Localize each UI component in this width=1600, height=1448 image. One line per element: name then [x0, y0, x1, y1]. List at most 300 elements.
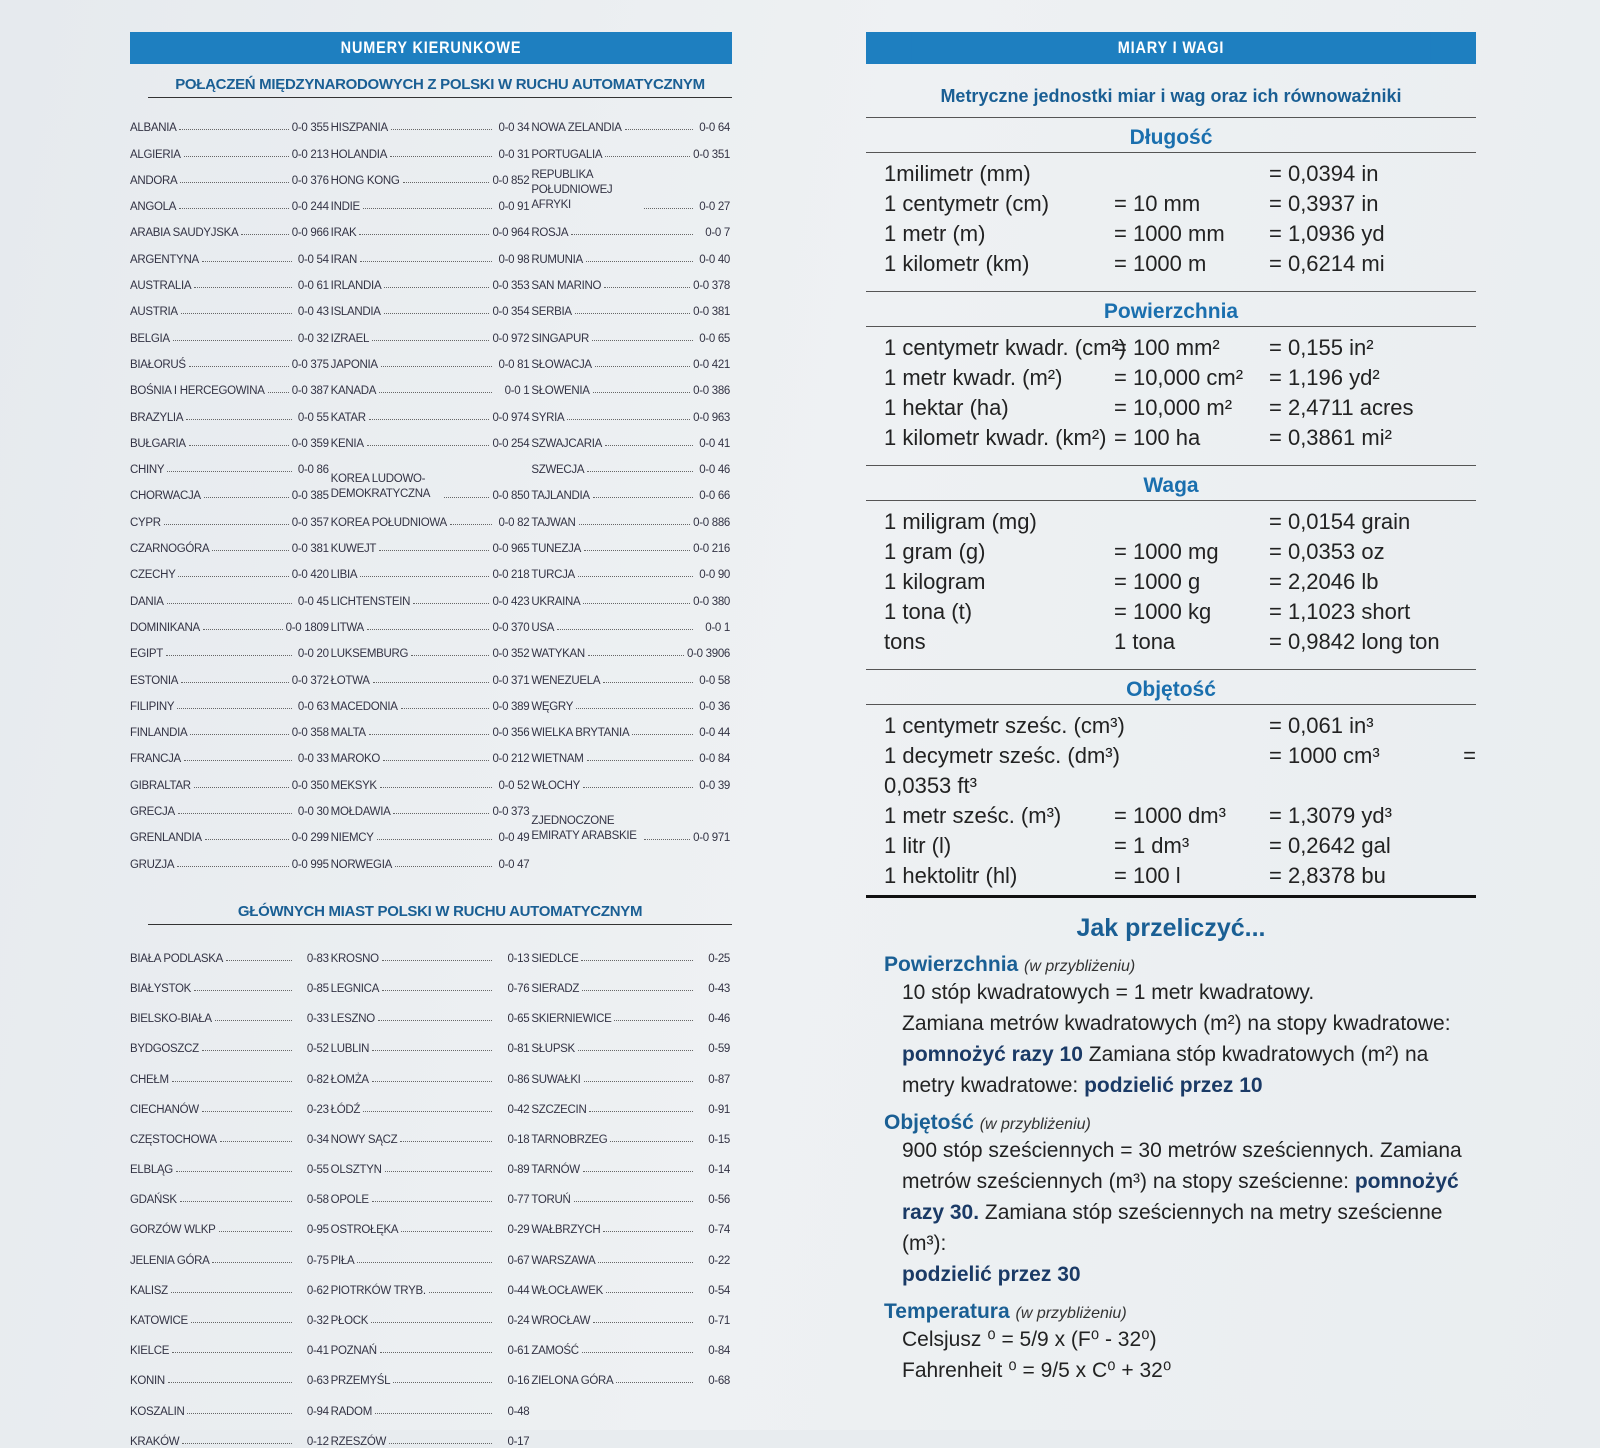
code-value: 0-0 32	[297, 332, 329, 345]
measures-banner-title: MIARY I WAGI	[912, 32, 1431, 64]
dot-leader	[176, 1171, 292, 1172]
code-name: HISZPANIA	[330, 122, 388, 135]
code-name: SINGAPUR	[531, 332, 590, 345]
dot-leader	[194, 990, 292, 991]
code-name: CHORWACJA	[130, 490, 201, 503]
code-row	[531, 555, 730, 581]
dot-leader	[172, 1352, 292, 1353]
temperature-line-2: Fahrenheit ⁰ = 9/5 x C⁰ + 32⁰	[902, 1359, 1172, 1382]
measure-row	[866, 861, 1476, 891]
code-value: 0-0 54	[297, 253, 329, 266]
code-row	[531, 502, 730, 528]
unit-imperial: = 0,3861 mi²	[1269, 425, 1392, 450]
code-row	[331, 1327, 530, 1357]
unit-imperial: = 0,3937 in	[1269, 191, 1379, 216]
section-heading: Objętość	[866, 669, 1476, 705]
code-value: 0-42	[507, 1103, 530, 1116]
unit-equivalent: = 10 mm	[1114, 191, 1201, 216]
dot-leader	[241, 234, 288, 235]
dot-leader	[363, 208, 493, 209]
code-value: 0-0 216	[693, 543, 731, 556]
code-name: KRAKÓW	[130, 1435, 180, 1448]
code-row	[531, 108, 730, 134]
measure-row	[866, 189, 1476, 219]
code-value: 0-0 40	[699, 253, 731, 266]
code-row	[331, 266, 530, 292]
dot-leader	[610, 1141, 693, 1142]
code-row	[130, 608, 329, 634]
code-value: 0-0 43	[297, 306, 329, 319]
code-name: IRAN	[330, 253, 357, 266]
dot-leader	[593, 1322, 693, 1323]
code-value: 0-82	[306, 1073, 329, 1086]
volume-line-2-text: metrów sześciennych (m³) na stopy sześcienne:	[902, 1170, 1355, 1193]
code-value: 0-0 63	[297, 700, 329, 713]
code-row	[531, 318, 730, 344]
unit-name: 1 metr (m)	[884, 221, 986, 246]
measure-row	[866, 741, 1476, 771]
dot-leader	[167, 603, 292, 604]
code-value: 0-0 380	[693, 595, 731, 608]
code-row	[531, 345, 730, 371]
code-value: 0-0 244	[291, 201, 329, 214]
code-row	[130, 161, 329, 187]
code-name: AUSTRIA	[130, 306, 178, 319]
code-value: 0-67	[507, 1254, 530, 1267]
code-row	[331, 1267, 530, 1297]
code-value: 0-0 378	[693, 280, 731, 293]
unit-imperial: = 0,155 in²	[1269, 335, 1374, 360]
volume-line-3-text: Zamiana stóp sześciennych na metry sześcienne (m³):	[902, 1201, 1443, 1255]
dot-leader	[182, 1443, 291, 1444]
code-name: BOŚNIA I HERCEGOWINA	[130, 385, 265, 398]
code-value: 0-0 423	[492, 595, 530, 608]
code-row	[531, 1176, 730, 1206]
code-name: ANDORA	[130, 174, 178, 187]
intl-column-1	[130, 108, 329, 871]
code-name: ZJEDNOCZONE EMIRATY ARABSKIE	[531, 815, 637, 843]
code-name: LUBLIN	[330, 1043, 370, 1056]
dot-leader	[219, 1231, 292, 1232]
unit-name: 1 decymetr sześc. (dm³)	[884, 743, 1120, 768]
code-name: IRAK	[330, 227, 357, 240]
unit-name: 1 kilometr (km)	[884, 251, 1030, 276]
dot-leader	[375, 1413, 492, 1414]
code-row	[130, 1357, 329, 1387]
code-value: 0-0 90	[699, 569, 731, 582]
code-row	[531, 634, 730, 660]
code-row	[130, 1387, 329, 1417]
code-row	[130, 1267, 329, 1297]
code-row	[331, 634, 530, 660]
code-value: 0-0 52	[498, 779, 530, 792]
code-row	[130, 318, 329, 344]
code-row	[331, 134, 530, 160]
code-value: 0-75	[306, 1254, 329, 1267]
code-row	[130, 739, 329, 765]
code-value: 0-29	[507, 1224, 530, 1237]
unit-imperial: = 1,0936 yd	[1269, 221, 1385, 246]
code-name: KROSNO	[330, 952, 379, 965]
code-name: CIECHANÓW	[130, 1103, 199, 1116]
code-name: BIAŁA PODLASKA	[130, 952, 223, 965]
unit-imperial: = 0,0353 oz	[1269, 539, 1385, 564]
intl-table	[130, 108, 732, 871]
code-name: LITWA	[330, 621, 364, 634]
temperature-conversion	[866, 1300, 1476, 1386]
code-row	[331, 765, 530, 791]
dot-leader	[605, 156, 690, 157]
volume-multiply: pomnożyć	[1354, 1170, 1459, 1193]
code-row	[130, 1236, 329, 1266]
code-value: 0-23	[306, 1103, 329, 1116]
dot-leader	[391, 129, 493, 130]
dot-leader	[578, 1050, 693, 1051]
dot-leader	[584, 1081, 693, 1082]
temperature-heading: Temperatura	[884, 1300, 1010, 1323]
code-value: 0-0 370	[492, 621, 530, 634]
code-value: 0-0 55	[297, 411, 329, 424]
code-row	[130, 213, 329, 239]
volume-line-2	[902, 1166, 1476, 1197]
code-row	[331, 502, 530, 528]
dot-leader	[220, 1141, 292, 1142]
code-value: 0-76	[507, 982, 530, 995]
dot-leader	[203, 629, 283, 630]
unit-name: 1 tona (t)	[884, 599, 973, 624]
code-row	[331, 687, 530, 713]
code-row	[130, 424, 329, 450]
code-row	[130, 345, 329, 371]
dot-leader	[172, 1081, 292, 1082]
code-row	[531, 1086, 730, 1116]
code-value: 0-0 44	[699, 727, 731, 740]
code-value: 0-24	[507, 1315, 530, 1328]
dot-leader	[360, 576, 489, 577]
code-value: 0-0 371	[492, 674, 530, 687]
dot-leader	[367, 445, 490, 446]
code-row	[531, 371, 730, 397]
code-name: WENEZUELA	[531, 674, 601, 687]
dot-leader	[581, 960, 693, 961]
code-value: 0-62	[306, 1284, 329, 1297]
dot-leader	[186, 419, 291, 420]
unit-imperial: = 0,061 in³	[1269, 713, 1374, 738]
dot-leader	[372, 1201, 493, 1202]
code-value: 0-0 31	[498, 148, 530, 161]
dot-leader	[382, 990, 492, 991]
code-name: RADOM	[330, 1405, 372, 1418]
volume-divide: podzielić przez 30	[902, 1263, 1081, 1286]
dot-leader	[603, 682, 693, 683]
code-value: 0-0 381	[693, 306, 731, 319]
code-row	[331, 581, 530, 607]
unit-equivalent	[1114, 159, 1269, 189]
code-name: SŁOWACJA	[531, 358, 592, 371]
code-value: 0-0 358	[291, 727, 329, 740]
code-row	[331, 1297, 530, 1327]
temperature-approx: (w przybliżeniu)	[1015, 1305, 1127, 1322]
dot-leader	[389, 1443, 492, 1444]
code-row	[531, 161, 730, 214]
code-name: GRENLANDIA	[130, 832, 202, 845]
code-name: LIBIA	[330, 569, 358, 582]
divider	[866, 895, 1476, 898]
code-name: BIELSKO-BIAŁA	[130, 1013, 212, 1026]
code-name: KOSZALIN	[130, 1405, 185, 1418]
code-name: SIEDLCE	[531, 952, 579, 965]
code-value: 0-95	[306, 1224, 329, 1237]
dot-leader	[173, 340, 292, 341]
dot-leader	[204, 497, 289, 498]
code-row	[331, 1116, 530, 1146]
code-value: 0-59	[708, 1043, 731, 1056]
unit-equivalent	[1114, 771, 1269, 801]
dot-leader	[593, 392, 690, 393]
code-name: MALTA	[330, 727, 366, 740]
code-value: 0-25	[708, 952, 731, 965]
code-row	[130, 476, 329, 502]
code-value: 0-0 356	[492, 727, 530, 740]
code-name: MACEDONIA	[330, 700, 398, 713]
code-name: KOREA POŁUDNIOWA	[330, 516, 447, 529]
code-row	[531, 608, 730, 634]
code-row	[331, 935, 530, 965]
unit-name: 1 kilogram	[884, 569, 986, 594]
code-row	[531, 134, 730, 160]
code-row	[331, 345, 530, 371]
code-row	[331, 844, 530, 870]
code-value: 0-0 213	[291, 148, 329, 161]
measures-sections	[866, 118, 1476, 891]
code-value: 0-0 45	[297, 595, 329, 608]
measure-row	[866, 333, 1476, 363]
code-name: SKIERNIEWICE	[531, 1013, 612, 1026]
code-row	[531, 397, 730, 423]
code-row	[331, 450, 530, 503]
code-name: HOLANDIA	[330, 148, 388, 161]
dot-leader	[184, 156, 289, 157]
dot-leader	[632, 734, 693, 735]
code-row	[331, 397, 530, 423]
dot-leader	[171, 1292, 292, 1293]
unit-name: 0,0353 ft³	[884, 773, 977, 798]
area-conversion	[866, 953, 1476, 1101]
code-name: ARABIA SAUDYJSKA	[130, 227, 239, 240]
code-value: 0-54	[708, 1284, 731, 1297]
code-value: 0-0 82	[498, 516, 530, 529]
measure-row	[866, 567, 1476, 597]
dot-leader	[383, 760, 489, 761]
area-heading: Powierzchnia	[884, 953, 1019, 976]
code-name: SAN MARINO	[531, 280, 602, 293]
unit-name: 1 hektolitr (hl)	[884, 863, 1018, 888]
code-row	[331, 792, 530, 818]
code-name: POZNAŃ	[330, 1345, 377, 1358]
code-row	[531, 965, 730, 995]
code-value: 0-0 299	[291, 832, 329, 845]
code-name: ROSJA	[531, 227, 569, 240]
dot-leader	[178, 576, 288, 577]
code-name: LESZNO	[330, 1013, 375, 1026]
code-value: 0-0 972	[492, 332, 530, 345]
code-row	[531, 1055, 730, 1085]
dot-leader	[380, 787, 493, 788]
code-name: MOŁDAWIA	[330, 806, 391, 819]
measure-row	[866, 159, 1476, 189]
unit-name: 1 centymetr kwadr. (cm²)	[884, 335, 1127, 360]
dot-leader	[357, 1262, 492, 1263]
dot-leader	[403, 182, 490, 183]
dot-leader	[576, 708, 693, 709]
unit-equivalent: = 1000 g	[1114, 569, 1201, 594]
dot-leader	[587, 760, 693, 761]
dot-leader	[393, 1382, 492, 1383]
code-value: 0-0 352	[492, 648, 530, 661]
code-value: 0-17	[507, 1435, 530, 1448]
code-name: GORZÓW WLKP	[130, 1224, 216, 1237]
dot-leader	[593, 497, 693, 498]
code-name: TAJLANDIA	[531, 490, 590, 503]
unit-equivalent: = 1000 kg	[1114, 599, 1212, 624]
area-approx: (w przybliżeniu)	[1024, 958, 1136, 975]
dot-leader	[363, 1111, 492, 1112]
unit-equivalent: = 100 mm²	[1114, 335, 1220, 360]
unit-imperial: = 0,9842 long ton	[1269, 629, 1440, 654]
code-name: ESTONIA	[130, 674, 179, 687]
code-value: 0-0 58	[699, 674, 731, 687]
code-value: 0-0 357	[291, 516, 329, 529]
conversion-title: Jak przeliczyć...	[1076, 914, 1266, 942]
code-name: KONIN	[130, 1375, 165, 1388]
code-row	[531, 424, 730, 450]
measure-row	[866, 249, 1476, 279]
code-row	[331, 818, 530, 844]
code-row	[331, 1418, 530, 1448]
intl-column-3	[531, 108, 730, 871]
unit-imperial: = 0,0154 grain	[1269, 509, 1411, 534]
volume-approx: (w przybliżeniu)	[979, 1116, 1091, 1133]
volume-heading: Objętość	[884, 1111, 974, 1134]
city-column-2	[331, 935, 530, 1448]
code-value: 0-0 355	[291, 122, 329, 135]
code-row	[130, 1418, 329, 1448]
dot-leader	[578, 576, 693, 577]
unit-imperial: = 0,6214 mi	[1269, 251, 1385, 276]
code-value: 0-0 1	[705, 621, 731, 634]
code-row	[531, 660, 730, 686]
code-name: OPOLE	[330, 1194, 369, 1207]
code-value: 0-55	[306, 1164, 329, 1177]
code-value: 0-0 389	[492, 700, 530, 713]
code-name: TARNÓW	[531, 1164, 580, 1177]
volume-multiply-2: razy 30.	[902, 1201, 980, 1224]
unit-equivalent: = 10,000 cm²	[1114, 365, 1244, 390]
code-row	[331, 1176, 530, 1206]
code-name: MEKSYK	[330, 779, 377, 792]
code-name: RZESZÓW	[330, 1435, 387, 1448]
code-row	[130, 187, 329, 213]
code-row	[331, 1055, 530, 1085]
code-row	[130, 995, 329, 1025]
code-value: 0-0 46	[699, 464, 731, 477]
dot-leader	[167, 471, 291, 472]
dot-leader	[450, 524, 492, 525]
code-name: RUMUNIA	[531, 253, 583, 266]
code-value: 0-0 64	[699, 122, 731, 135]
dot-leader	[189, 366, 289, 367]
measure-row	[866, 363, 1476, 393]
code-row	[331, 608, 530, 634]
code-value: 0-0 354	[492, 306, 530, 319]
dot-leader	[401, 708, 490, 709]
code-value: 0-83	[306, 952, 329, 965]
code-name: ALGIERIA	[130, 148, 181, 161]
code-row	[531, 1357, 730, 1387]
measure-row	[866, 423, 1476, 453]
code-name: TURCJA	[531, 569, 575, 582]
code-value: 0-0 49	[498, 832, 530, 845]
dot-leader	[379, 550, 489, 551]
dot-leader	[380, 1352, 493, 1353]
code-row	[531, 1146, 730, 1176]
dot-leader	[583, 787, 693, 788]
measure-row	[866, 771, 1476, 801]
city-column-3	[531, 935, 730, 1448]
code-name: ALBANIA	[130, 122, 177, 135]
unit-name: 1milimetr (mm)	[884, 161, 1031, 186]
code-row	[331, 187, 530, 213]
intl-subtitle: POŁĄCZEŃ MIĘDZYNARODOWYCH Z POLSKI W RUCHU AUTOMATYCZNYM	[148, 64, 732, 98]
code-name: BELGIA	[130, 332, 170, 345]
code-name: WŁOCŁAWEK	[531, 1284, 603, 1297]
code-value: 0-0 36	[699, 700, 731, 713]
code-name: USA	[531, 621, 555, 634]
dot-leader	[381, 366, 493, 367]
code-value: 0-0 47	[498, 858, 530, 871]
dot-leader	[557, 629, 693, 630]
code-row	[130, 1086, 329, 1116]
code-value: 0-16	[507, 1375, 530, 1388]
dot-leader	[413, 603, 489, 604]
code-value: 0-81	[507, 1043, 530, 1056]
code-name: ISLANDIA	[330, 306, 381, 319]
dot-leader	[582, 990, 693, 991]
dialing-codes-panel	[130, 32, 732, 1448]
code-name: WIETNAM	[531, 753, 584, 766]
dot-leader	[215, 1020, 292, 1021]
code-row	[130, 1025, 329, 1055]
unit-name: 1 metr sześc. (m³)	[884, 803, 1062, 828]
code-name: ŁOMŻA	[330, 1073, 369, 1086]
code-row	[130, 108, 329, 134]
code-row	[130, 397, 329, 423]
dot-leader	[194, 787, 289, 788]
code-name: SŁUPSK	[531, 1043, 575, 1056]
code-row	[531, 935, 730, 965]
dot-leader	[177, 708, 291, 709]
code-name: PŁOCK	[330, 1315, 369, 1328]
code-name: REPUBLIKA POŁUDNIOWEJ AFRYKI	[531, 169, 613, 212]
measure-row	[866, 831, 1476, 861]
code-name: BUŁGARIA	[130, 437, 186, 450]
area-multiply: pomnożyć razy 10	[902, 1043, 1083, 1066]
measure-row	[866, 507, 1476, 537]
code-value: 0-0 27	[699, 201, 731, 214]
code-value: 0-63	[306, 1375, 329, 1388]
dot-leader	[372, 340, 489, 341]
code-row	[531, 450, 730, 476]
